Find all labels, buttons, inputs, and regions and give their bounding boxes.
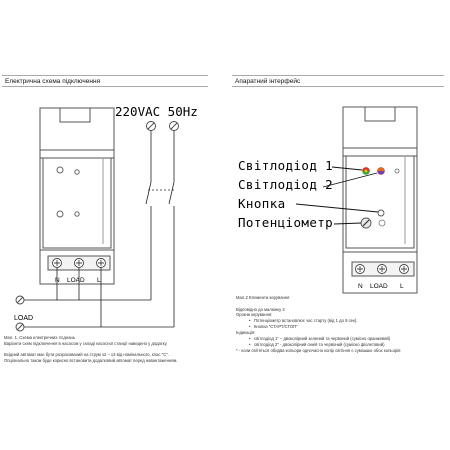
supply-terminals <box>147 122 179 131</box>
caption-right-bullet1: • Потенціометр встановлює час старту (від 1 до 9 сек). <box>249 318 358 323</box>
terminal-label-l-left: L <box>97 277 101 284</box>
caption-right-bullet4-text: світлодіод 2" - двоколірний синій та червоний (сумісно фіолетовий) <box>253 342 385 347</box>
supply-voltage-label: 220VAC 50Hz <box>115 104 198 119</box>
caption-right-bullet1-text: Потенціометр встановлює час старту (від 1 до 9 сек). <box>253 318 358 323</box>
terminal-screws-left <box>53 259 106 268</box>
relay-device-left <box>40 108 114 284</box>
caption-right-line1: Відповідно до малюнку 2 <box>236 307 285 312</box>
caption-left-line2: Вхідний автомат має бути розрахований на струм х2 – х3 від номінального, клас "С". <box>4 352 169 357</box>
caption-right-line3: Індикація: <box>236 330 256 335</box>
caption-left-line1: Варіанти схем підключення в насосом у складі насосної станції наведено у додатку. <box>4 341 168 346</box>
callout-potentiometer: Потенціометр <box>238 215 334 230</box>
load-terminals <box>16 296 24 331</box>
caption-left-line3: Опціонально також буде корисно встановити додатковий автомат перед навантаженням. <box>4 358 178 363</box>
led-1-icon <box>362 167 370 175</box>
caption-right-bullet4: • світлодіод 2" - двоколірний синій та червоний (сумісно фіолетовий) <box>249 342 385 347</box>
caption-right-bullet2: • Кнопка "СТАРТ/СТОП" <box>249 324 298 329</box>
caption-right-title: Мал.2 Елементи керування <box>236 295 290 300</box>
terminal-label-n-right: N <box>358 283 363 290</box>
caption-right-bullet2-text: Кнопка "СТАРТ/СТОП" <box>253 324 298 329</box>
potentiometer-icon <box>361 218 371 228</box>
caption-right-line2: Органи керування: <box>236 312 273 317</box>
load-label: LOAD <box>14 315 34 322</box>
terminal-label-load-right: LOAD <box>370 283 388 290</box>
terminal-screws-right <box>356 265 409 274</box>
callout-led-2: Світлодіод 2 <box>238 177 334 192</box>
section-header-interface: Апаратний інтерфейс <box>232 75 444 87</box>
callout-button: Кнопка <box>238 196 286 211</box>
terminal-label-n-left: N <box>55 277 60 284</box>
terminal-label-l-right: L <box>400 283 404 290</box>
caption-left-title: Мал. 1. Схема електричних з'єднань <box>4 335 76 340</box>
terminal-label-load-left: LOAD <box>67 277 85 284</box>
led-2-icon <box>377 167 385 175</box>
section-header-wiring: Електрична схема підключення <box>2 75 208 87</box>
caption-right-bullet3-text: світлодіод 1" – двоколірний зелений та червоний (сумісно оранжевий) <box>253 336 391 341</box>
callout-led-1: Світлодіод 1 <box>238 158 334 173</box>
caption-right-bullet3: • світлодіод 1" – двоколірний зелений та червоний (сумісно оранжевий) <box>249 336 391 341</box>
caption-right-note: * - коли світяться обидва кольори одночасно колір світіння є сумішшю обох кольорів <box>236 348 401 353</box>
